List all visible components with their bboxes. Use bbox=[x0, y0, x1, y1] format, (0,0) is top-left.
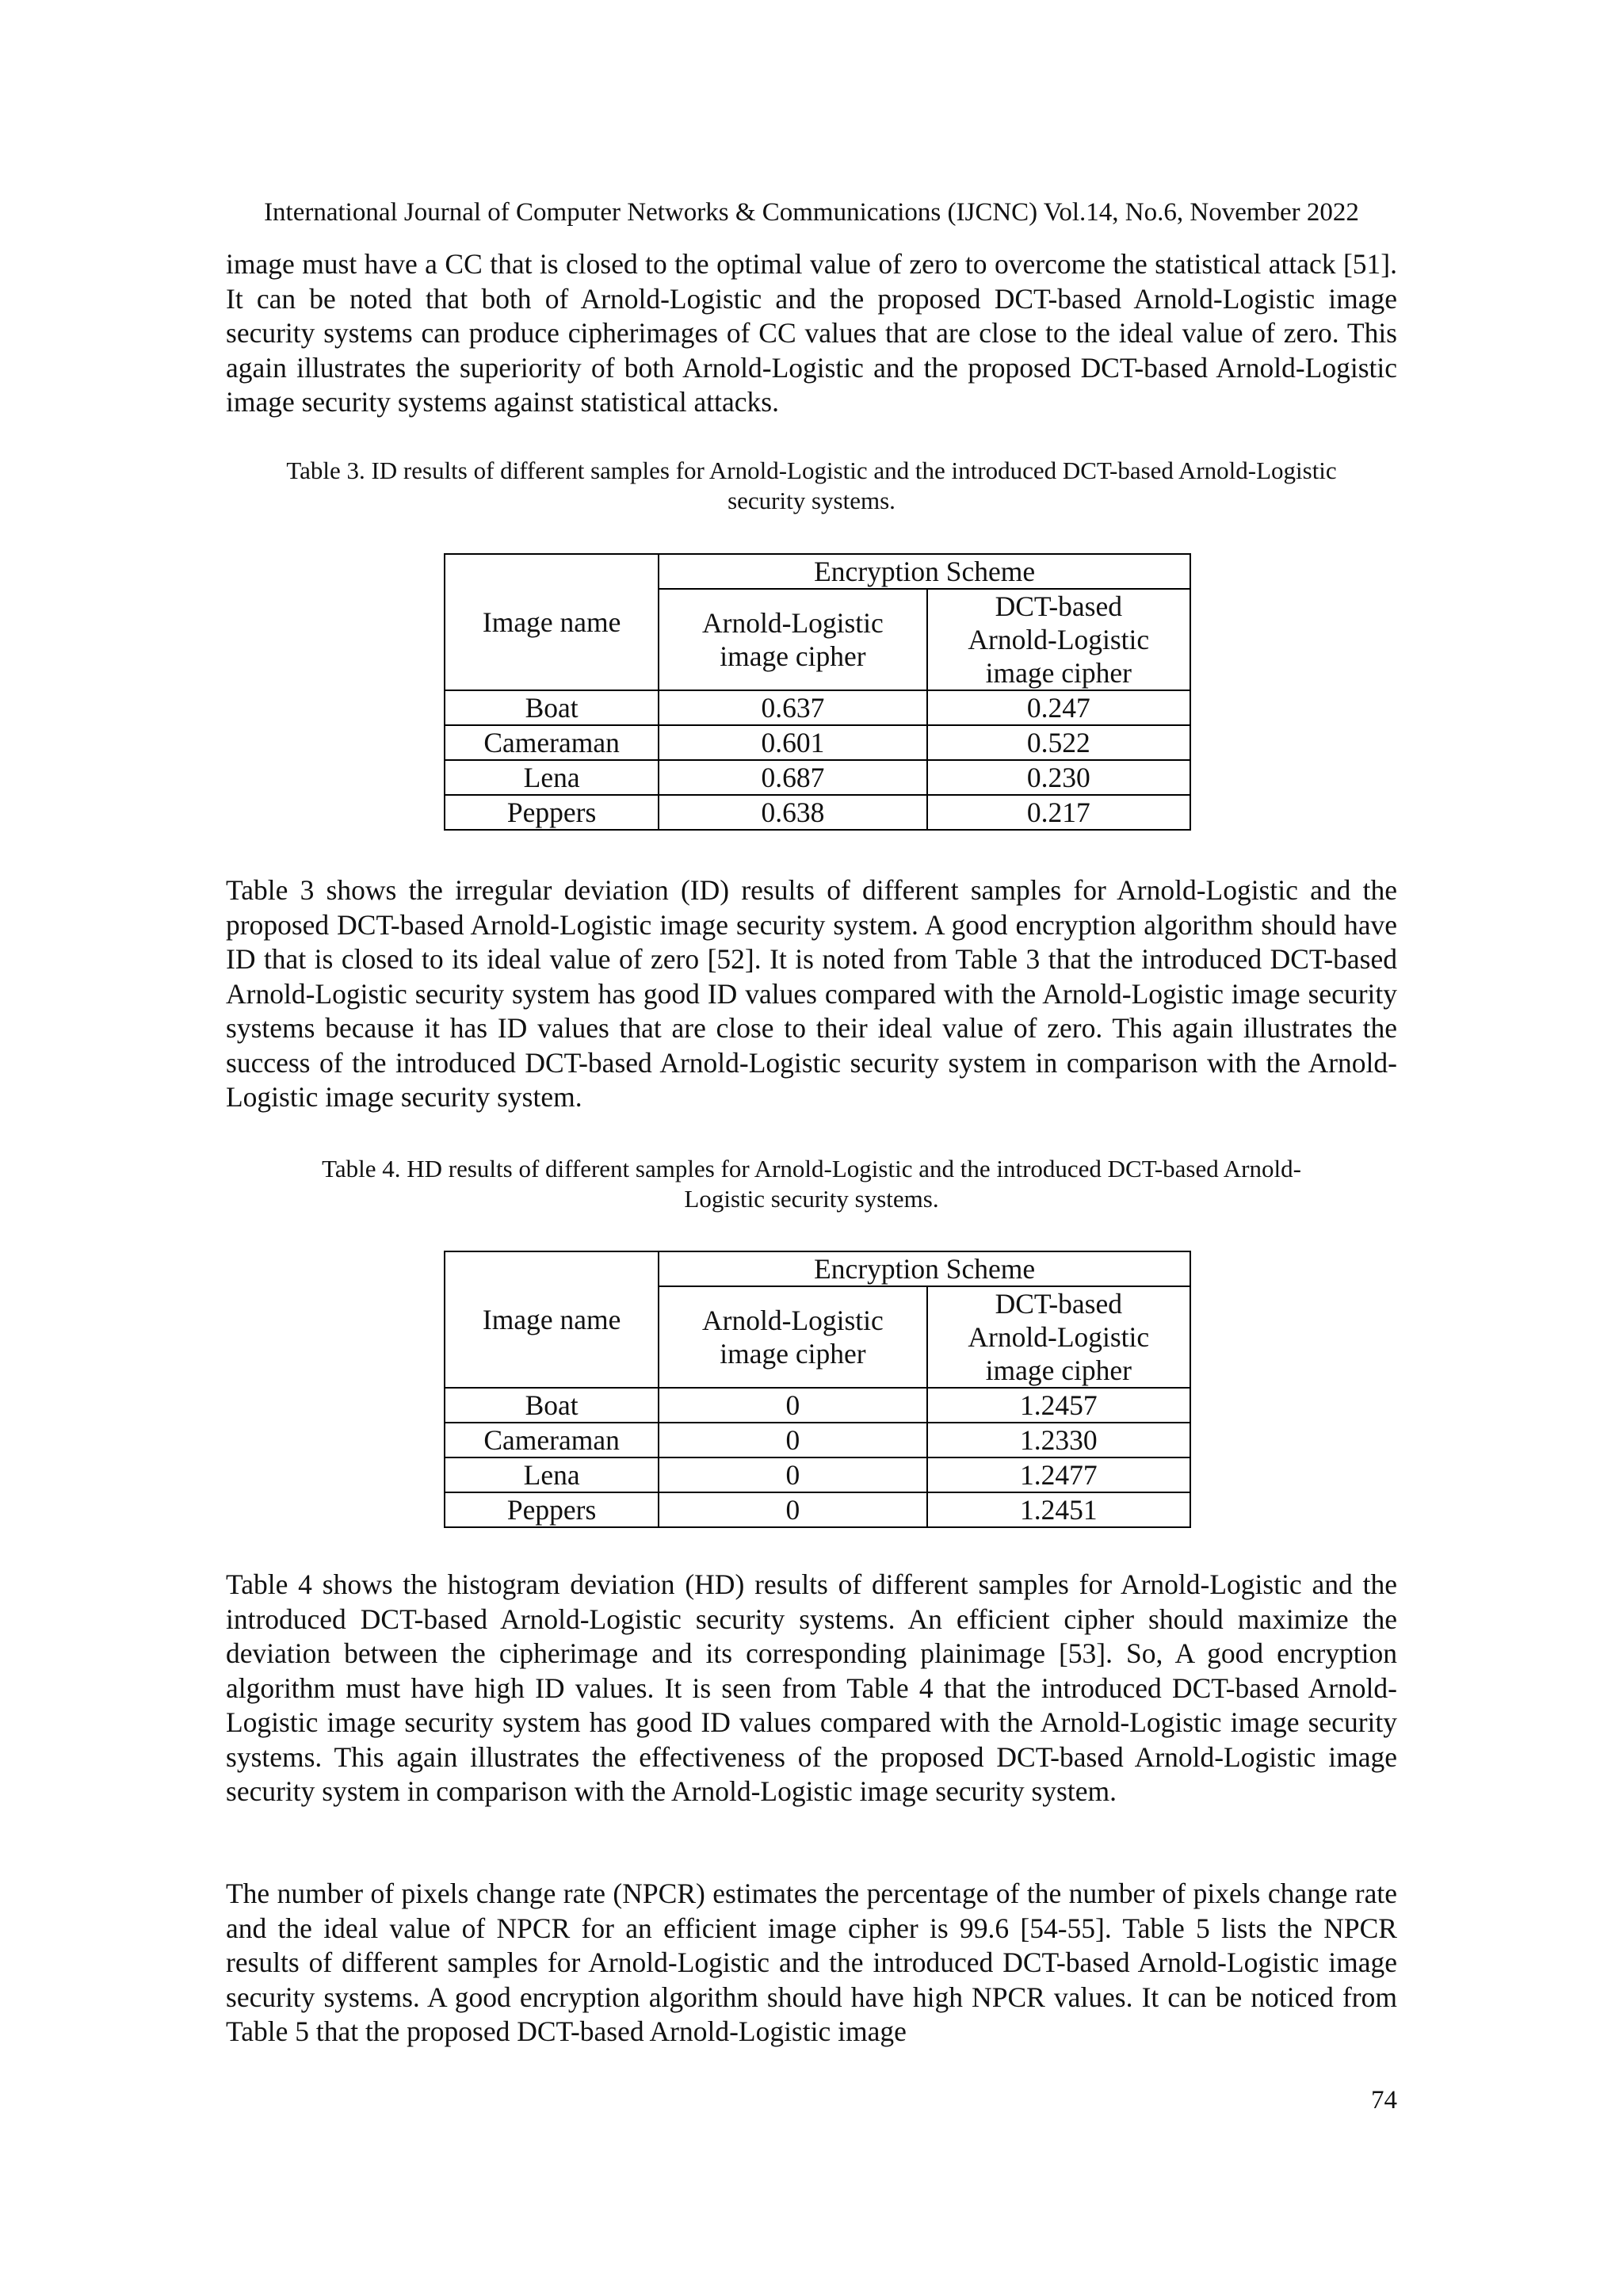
table4-cell-name: Peppers bbox=[445, 1492, 659, 1527]
table-row bbox=[445, 690, 1190, 725]
table-row bbox=[445, 725, 1190, 760]
table4-col-b-line2: Arnold-Logistic bbox=[968, 1321, 1150, 1353]
table3-cell-name: Boat bbox=[445, 690, 659, 725]
table3-col-a-line2: image cipher bbox=[720, 640, 866, 672]
table4-caption-line2: Logistic security systems. bbox=[684, 1185, 939, 1213]
table3-cell-name: Cameraman bbox=[445, 725, 659, 760]
table4-caption-line1: Table 4. HD results of different samples for Arnold-Logistic and the introduced DCT-based Arnold- bbox=[322, 1155, 1301, 1182]
table4-col-a-line2: image cipher bbox=[720, 1338, 866, 1370]
table3-cell-a: 0.687 bbox=[659, 760, 926, 795]
table3-col-b-line3: image cipher bbox=[985, 657, 1132, 689]
table-row bbox=[445, 1492, 1190, 1527]
paragraph-id-results: Table 3 shows the irregular deviation (ID) results of different samples for Arnold-Logistic and the proposed DCT-based Arnold-Logistic image security system. A good encryption algorithm should have ID that is closed to its ideal value of zero [52]. It is noted from Table 3 that the introduced DCT-based Arnold-Logistic security system has good ID values compared with the Arnold-Logistic image security systems because it has ID values that are close to their ideal value of zero. This again illustrates the success of the introduced DCT-based Arnold-Logistic security system in comparison with the Arnold-Logistic image security system. bbox=[226, 874, 1397, 1113]
table3-cell-a: 0.637 bbox=[659, 690, 926, 725]
page-number: 74 bbox=[1371, 2086, 1397, 2115]
table4-header-image-name: Image name bbox=[445, 1251, 659, 1388]
running-header: International Journal of Computer Networks & Communications (IJCNC) Vol.14, No.6, November 2022 bbox=[264, 198, 1359, 227]
table-row bbox=[445, 1457, 1190, 1492]
table3-cell-a: 0.638 bbox=[659, 795, 926, 830]
table4-cell-name: Boat bbox=[445, 1388, 659, 1423]
paragraph-cc: image must have a CC that is closed to the optimal value of zero to overcome the statistical attack [51]. It can be noted that both of Arnold-Logistic and the proposed DCT-based Arnold-Logistic image security systems can produce cipherimages of CC values that are close to the ideal value of zero. This again illustrates the superiority of both Arnold-Logistic and the proposed DCT-based Arnold-Logistic image security systems against statistical attacks. bbox=[226, 248, 1397, 418]
table3-col-a-line1: Arnold-Logistic bbox=[702, 607, 884, 639]
table3-header-encryption-scheme: Encryption Scheme bbox=[659, 554, 1190, 589]
table4-col-b-line1: DCT-based bbox=[995, 1288, 1122, 1320]
table3-col-b-line2: Arnold-Logistic bbox=[968, 624, 1150, 655]
table4-cell-name: Lena bbox=[445, 1457, 659, 1492]
table4-col-a-line1: Arnold-Logistic bbox=[702, 1305, 884, 1336]
paragraph-npcr: The number of pixels change rate (NPCR) estimates the percentage of the number of pixels change rate and the ideal value of NPCR for an efficient image cipher is 99.6 [54-55]. Table 5 lists the NPCR results of different samples for Arnold-Logistic and the introduced DCT-based Arnold-Logistic image security systems. A good encryption algorithm should have high NPCR values. It can be noticed from Table 5 that the proposed DCT-based Arnold-Logistic image bbox=[226, 1878, 1397, 2047]
table3-cell-b: 0.522 bbox=[927, 725, 1190, 760]
table4-caption bbox=[226, 1154, 1397, 1214]
table4-cell-b: 1.2451 bbox=[927, 1492, 1190, 1527]
table4-cell-a: 0 bbox=[659, 1388, 926, 1423]
table3-cell-b: 0.247 bbox=[927, 690, 1190, 725]
table3-cell-b: 0.230 bbox=[927, 760, 1190, 795]
table3-caption-line1: Table 3. ID results of different samples for Arnold-Logistic and the introduced DCT-based Arnold-Logistic bbox=[286, 457, 1337, 484]
table3-header-dct-based bbox=[927, 589, 1190, 690]
table4-header-dct-based bbox=[927, 1286, 1190, 1388]
paragraph-hd-results: Table 4 shows the histogram deviation (HD) results of different samples for Arnold-Logistic and the introduced DCT-based Arnold-Logistic security systems. An efficient cipher should maximize the deviation between the cipherimage and its corresponding plainimage [53]. So, A good encryption algorithm must have high ID values. It is seen from Table 4 that the introduced DCT-based Arnold-Logistic image security system has good ID values compared with the Arnold-Logistic image security systems. This again illustrates the effectiveness of the proposed DCT-based Arnold-Logistic image security system in comparison with the Arnold-Logistic image security system. bbox=[226, 1568, 1397, 1807]
table4-cell-a: 0 bbox=[659, 1492, 926, 1527]
table4-cell-a: 0 bbox=[659, 1457, 926, 1492]
table-row bbox=[445, 1423, 1190, 1457]
table4-col-b-line3: image cipher bbox=[985, 1354, 1132, 1386]
table3-cell-name: Peppers bbox=[445, 795, 659, 830]
table3-header-arnold-logistic bbox=[659, 589, 926, 690]
table3-cell-a: 0.601 bbox=[659, 725, 926, 760]
table4-cell-name: Cameraman bbox=[445, 1423, 659, 1457]
table-row bbox=[445, 795, 1190, 830]
table3-col-b-line1: DCT-based bbox=[995, 590, 1122, 622]
table4-cell-b: 1.2330 bbox=[927, 1423, 1190, 1457]
table4-cell-a: 0 bbox=[659, 1423, 926, 1457]
table-row bbox=[445, 760, 1190, 795]
table3-cell-b: 0.217 bbox=[927, 795, 1190, 830]
table4-header-arnold-logistic bbox=[659, 1286, 926, 1388]
table3-caption-line2: security systems. bbox=[727, 487, 896, 514]
table3-header-image-name: Image name bbox=[445, 554, 659, 690]
table3-caption bbox=[226, 456, 1397, 516]
table4-cell-b: 1.2477 bbox=[927, 1457, 1190, 1492]
table-row bbox=[445, 1388, 1190, 1423]
table4-header-encryption-scheme: Encryption Scheme bbox=[659, 1251, 1190, 1286]
table3-cell-name: Lena bbox=[445, 760, 659, 795]
table4 bbox=[444, 1251, 1191, 1528]
table3 bbox=[444, 553, 1191, 831]
table4-cell-b: 1.2457 bbox=[927, 1388, 1190, 1423]
